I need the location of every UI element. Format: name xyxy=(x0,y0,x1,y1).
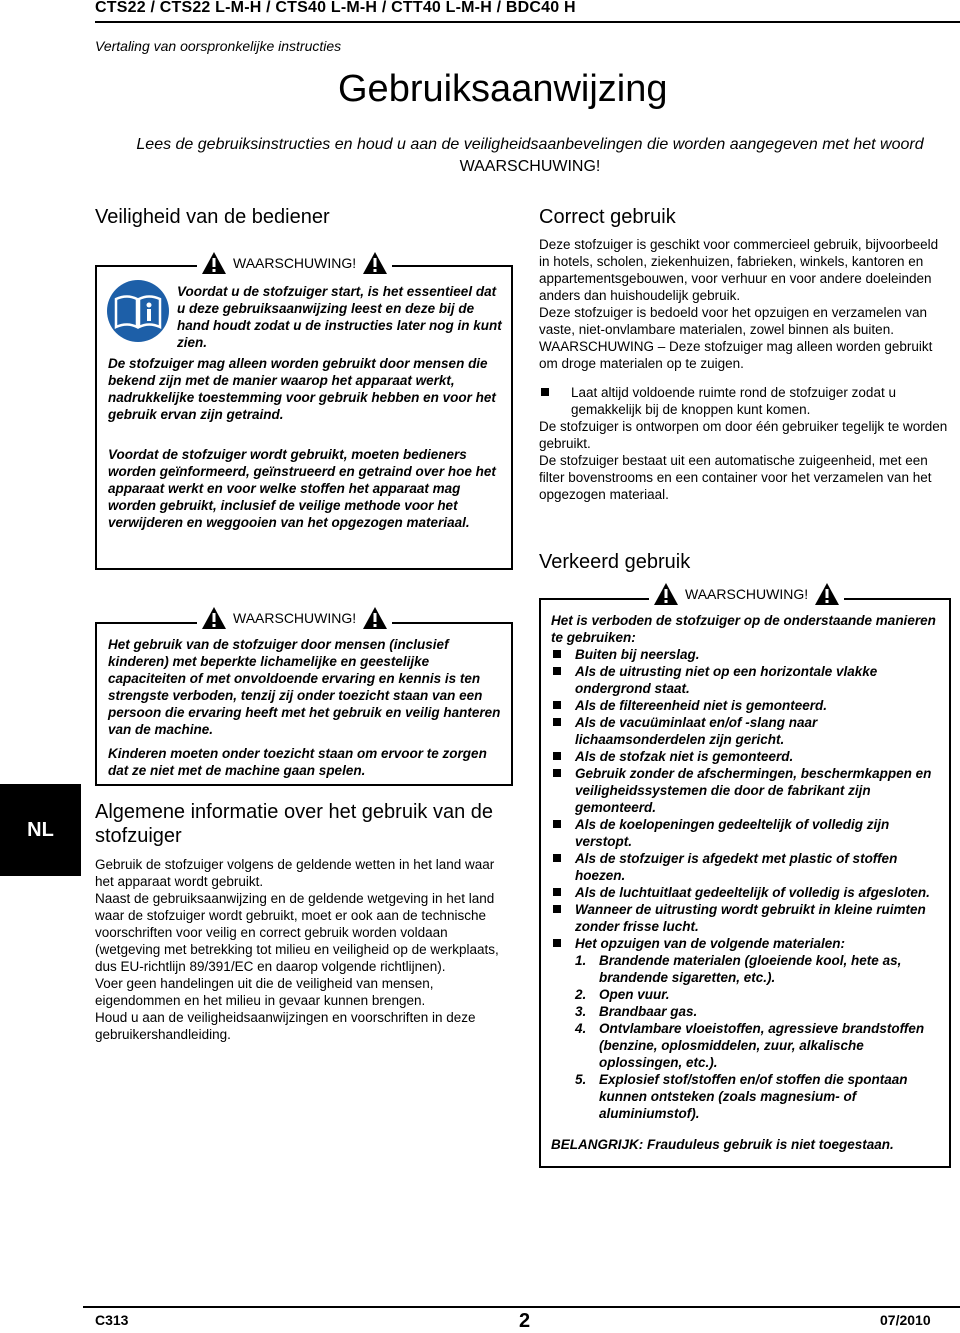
section-title-misuse: Verkeerd gebruik xyxy=(539,551,691,573)
material-number: 5. xyxy=(575,1072,587,1087)
warning2-paragraph-1: Het gebruik van de stofzuiger door mensen (inclusief kinderen) met beperkte lichamelijke en geestelijke capaciteiten of met onvoldoende ervaring en kennis is ten strengste verboden, tenzij zij onder toezicht staan van een persoon die ervaring heeft met het gebruik en veilig hanteren van de machine. xyxy=(108,637,501,737)
warning-triangle-icon xyxy=(653,582,679,606)
warning-triangle-icon xyxy=(201,606,227,630)
warning-label-2: WAARSCHUWING! xyxy=(233,610,357,626)
general-info-text xyxy=(95,856,515,1043)
warning1-paragraph-3: Voordat de stofzuiger wordt gebruikt, moeten bedieners worden geïnformeerd, geïnstrueerd en getraind over hoe het apparaat werkt en voor welke stoffen het apparaat mag worden gebruikt, inclusief de veilige methode voor het verwijderen en weggooien van het opgezogen materiaal. xyxy=(108,447,496,530)
section-title-correct-use: Correct gebruik xyxy=(539,206,676,228)
material-item xyxy=(551,1071,941,1122)
material-item xyxy=(551,1020,941,1071)
read-manual-icon xyxy=(106,279,170,343)
correct-use-paragraph: De stofzuiger bestaat uit een automatische zuigeenheid, met een filter bovenstrooms en een container voor het verzamelen van het opgezogen materiaal. xyxy=(539,453,932,502)
misuse-item: Als de filtereenheid niet is gemonteerd. xyxy=(551,697,941,714)
warning-triangle-icon xyxy=(362,251,388,275)
correct-use-paragraph: Deze stofzuiger is geschikt voor commercieel gebruik, bijvoorbeeld in hotels, scholen, ziekenhuizen, fabrieken, winkels, kantoren en appartementsgebouwen, voor verhuur en voor andere doeleinden anders dan huishoudelijk gebruik. xyxy=(539,237,939,303)
material-item xyxy=(551,986,941,1003)
page-title: Gebruiksaanwijzing xyxy=(338,68,668,110)
language-tab: NL xyxy=(0,784,81,876)
correct-use-paragraph: WAARSCHUWING – Deze stofzuiger mag alleen worden gebruikt om droge materialen op te zuigen. xyxy=(539,339,933,371)
warning-header-1 xyxy=(197,251,392,275)
warning-header-3 xyxy=(649,582,844,606)
warning1-paragraph-2: De stofzuiger mag alleen worden gebruikt door mensen die bekend zijn met de manier waarop het apparaat werkt, nadrukkelijke toestemming voor gebruik hebben en voor het gebruik ervan zijn getraind. xyxy=(108,356,496,422)
warning1-intro-text: Voordat u de stofzuiger start, is het essentieel dat u deze gebruiksaanwijzing leest en deze bij de hand houdt zodat u de instructies later nog in kunt zien. xyxy=(177,284,502,350)
material-number: 1. xyxy=(575,953,587,968)
warning-triangle-icon xyxy=(362,606,388,630)
correct-use-bullet xyxy=(539,384,949,418)
material-text: Brandende materialen (gloeiende kool, hete as, brandende sigaretten, etc.). xyxy=(599,953,902,985)
material-text: Explosief stof/stoffen en/of stoffen die spontaan kunnen ontsteken (zoals magnesium- of aluminiumstof). xyxy=(599,1072,908,1121)
header-rule xyxy=(95,21,960,23)
section-title-general-info: Algemene informatie over het gebruik van de stofzuiger xyxy=(95,801,494,847)
general-info-paragraph: Voer geen handelingen uit die de veiligheid van mensen, eigendommen en het milieu in gevaar kunnen brengen. xyxy=(95,976,434,1008)
misuse-item: Buiten bij neerslag. xyxy=(551,646,941,663)
misuse-item: Als de uitrusting niet op een horizontale vlakke ondergrond staat. xyxy=(551,663,941,697)
material-item xyxy=(551,952,941,986)
correct-use-text xyxy=(539,236,949,503)
material-text: Ontvlambare vloeistoffen, agressieve brandstoffen (benzine, oplosmiddelen, zuur, alkalische oplossingen, etc.). xyxy=(599,1021,925,1070)
warning-label-3: WAARSCHUWING! xyxy=(685,586,809,602)
warning-triangle-icon xyxy=(201,251,227,275)
material-number: 4. xyxy=(575,1021,587,1036)
correct-use-bullet-text: Laat altijd voldoende ruimte rond de stofzuiger zodat u gemakkelijk bij de knoppen kunt komen. xyxy=(571,385,896,417)
material-text: Brandbaar gas. xyxy=(599,1004,698,1019)
misuse-intro: Het is verboden de stofzuiger op de onderstaande manieren te gebruiken: xyxy=(551,613,936,645)
misuse-item: Als de koelopeningen gedeeltelijk of volledig zijn verstopt. xyxy=(551,816,941,850)
misuse-item: Als de stofzak niet is gemonteerd. xyxy=(551,748,941,765)
material-item xyxy=(551,1003,941,1020)
page-number: 2 xyxy=(519,1310,531,1332)
footer-date: 07/2010 xyxy=(880,1312,931,1328)
footer-code: C313 xyxy=(95,1312,129,1328)
misuse-item: Het opzuigen van de volgende materialen: xyxy=(551,935,941,952)
material-number: 2. xyxy=(575,987,587,1002)
general-info-paragraph: Houd u aan de veiligheidsaanwijzingen en voorschriften in deze gebruikershandleiding. xyxy=(95,1010,476,1042)
intro-keyword: WAARSCHUWING! xyxy=(459,158,601,175)
page-header xyxy=(95,0,960,22)
footer-rule xyxy=(83,1306,960,1308)
misuse-list xyxy=(551,612,941,1153)
important-note: BELANGRIJK: Frauduleus gebruik is niet toegestaan. xyxy=(551,1137,894,1152)
warning-header-2 xyxy=(197,606,392,630)
header-subtitle: Vertaling van oorspronkelijke instructies xyxy=(95,38,342,54)
intro-body: Lees de gebruiksinstructies en houd u aan de veiligheidsaanbevelingen die worden aangegeven met het woord xyxy=(136,136,924,153)
general-info-paragraph: Naast de gebruiksaanwijzing en de geldende wetgeving in het land waar de stofzuiger wordt gebruikt, moet er ook aan de technische voorschriften voor veilig en correct gebruik worden voldaan (wetgeving met betrekking tot milieu en veiligheid op de werkplaats, dus EU-richtlijn 89/391/EC en daarop volgende richtlijnen). xyxy=(95,891,499,974)
intro-text xyxy=(120,134,940,178)
misuse-item: Als de vacuüminlaat en/of -slang naar lichaamsonderdelen zijn gericht. xyxy=(551,714,941,748)
material-text: Open vuur. xyxy=(599,987,670,1002)
general-info-paragraph: Gebruik de stofzuiger volgens de geldende wetten in het land waar het apparaat wordt gebruikt. xyxy=(95,857,495,889)
warning-label-1: WAARSCHUWING! xyxy=(233,255,357,271)
misuse-item: Als de stofzuiger is afgedekt met plastic of stoffen hoezen. xyxy=(551,850,941,884)
misuse-item: Als de luchtuitlaat gedeeltelijk of volledig is afgesloten. xyxy=(551,884,941,901)
correct-use-paragraph: Deze stofzuiger is bedoeld voor het opzuigen en verzamelen van vaste, niet-onvlambare materialen, zowel binnen als buiten. xyxy=(539,305,927,337)
bullet-square xyxy=(541,388,549,396)
header-title: CTS22 / CTS22 L-M-H / CTS40 L-M-H / CTT40 L-M-H / BDC40 H xyxy=(95,0,576,16)
misuse-item: Wanneer de uitrusting wordt gebruikt in kleine ruimten zonder frisse lucht. xyxy=(551,901,941,935)
material-number: 3. xyxy=(575,1004,587,1019)
warning-triangle-icon xyxy=(814,582,840,606)
correct-use-paragraph: De stofzuiger is ontworpen om door één gebruiker tegelijk te worden gebruikt. xyxy=(539,419,948,451)
warning2-paragraph-2: Kinderen moeten onder toezicht staan om ervoor te zorgen dat ze niet met de machine gaan spelen. xyxy=(108,746,487,778)
section-title-operator-safety: Veiligheid van de bediener xyxy=(95,206,330,228)
misuse-item: Gebruik zonder de afschermingen, beschermkappen en veiligheidssystemen die door de fabrikant zijn gemonteerd. xyxy=(551,765,941,816)
